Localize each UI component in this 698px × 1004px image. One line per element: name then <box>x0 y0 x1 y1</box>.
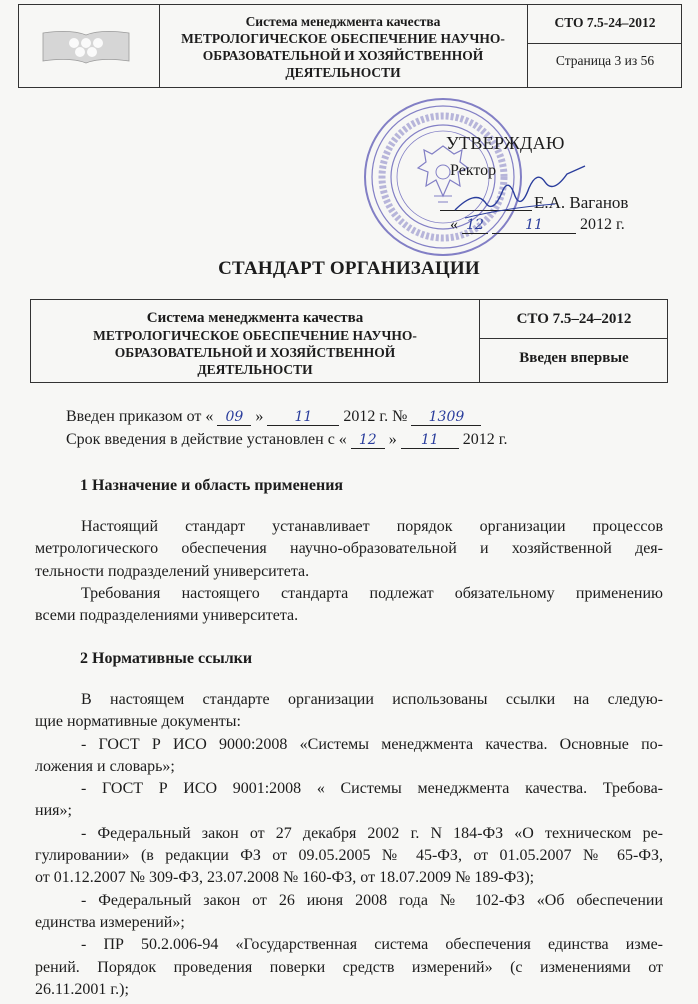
text-line: тельности подразделений университета. <box>35 562 310 580</box>
text-line: Настоящий стандарт устанавливает порядок организации процессов <box>81 518 663 535</box>
header-title <box>161 13 525 81</box>
header-table <box>18 4 682 88</box>
text-line: метрологического обеспечения научно-образовательной и хозяйственной дея- <box>35 540 663 558</box>
text-line: ложения и словарь»; <box>35 757 175 775</box>
standard-info-table <box>30 299 668 383</box>
text-line: В настоящем стандарте организации использованы ссылки на следую- <box>81 691 663 708</box>
date-open-quote: « <box>450 216 458 233</box>
order-number: 1309 <box>411 409 481 426</box>
effective-date-line <box>66 431 508 449</box>
text-line: рений. Порядок проведения поверки средств измерений» (с изменениями от <box>35 958 663 976</box>
approval-role: Ректор <box>450 162 497 179</box>
effective-month: 11 <box>401 432 459 449</box>
effective-quote: » <box>388 431 397 448</box>
order-month: 11 <box>267 409 339 426</box>
order-year: 2012 г. № <box>343 408 408 425</box>
section-1-paragraph-1 <box>35 516 663 583</box>
text-line: - ПР 50.2.006-94 «Государственная система обеспечения единства изме- <box>81 936 663 954</box>
header-page-number: Страница 3 из 56 <box>555 53 655 68</box>
approval-date-day: 12 <box>462 217 488 234</box>
standard-code: СТО 7.5–24–2012 <box>516 311 632 327</box>
text-line: щие нормативные документы: <box>35 713 241 731</box>
effective-day: 12 <box>351 432 385 449</box>
text-line: - ГОСТ Р ИСО 9001:2008 « Системы менеджмента качества. Требова- <box>81 780 663 798</box>
text-line: ния»; <box>35 802 72 820</box>
standard-title-line: ДЕЯТЕЛЬНОСТИ <box>197 362 313 377</box>
header-title-line: МЕТРОЛОГИЧЕСКОЕ ОБЕСПЕЧЕНИЕ НАУЧНО- <box>181 31 505 46</box>
standard-title-line: МЕТРОЛОГИЧЕСКОЕ ОБЕСПЕЧЕНИЕ НАУЧНО- <box>93 328 417 343</box>
text-line: - Федеральный закон от 26 июня 2008 года № 102-ФЗ «Об обеспечении <box>81 891 663 909</box>
standard-title-line: ОБРАЗОВАТЕЛЬНОЙ И ХОЗЯЙСТВЕННОЙ <box>114 345 396 360</box>
text-line: 26.11.2001 г.); <box>35 980 129 998</box>
university-logo-icon <box>41 27 131 67</box>
document-title: СТАНДАРТ ОРГАНИЗАЦИИ <box>218 258 480 279</box>
section-1-paragraph-2 <box>35 583 663 628</box>
order-line <box>66 408 481 426</box>
text-line: единства измерений»; <box>35 913 185 931</box>
order-day: 09 <box>217 409 251 426</box>
header-doc-code: СТО 7.5-24–2012 <box>554 15 656 30</box>
text-line: гулировании» (в редакции ФЗ от 09.05.2005 № 45-ФЗ, от 01.05.2007 № 65-ФЗ, <box>35 847 663 865</box>
standard-system: Система менеджмента качества <box>146 310 364 326</box>
section-2-heading: 2 Нормативные ссылки <box>80 650 253 667</box>
effective-prefix: Срок введения в действие установлен с « <box>66 431 347 448</box>
header-title-line: ДЕЯТЕЛЬНОСТИ <box>285 65 401 80</box>
standard-title <box>35 310 475 378</box>
effective-year: 2012 г. <box>462 431 508 448</box>
order-prefix: Введен приказом от « <box>66 408 214 425</box>
standard-status: Введен впервые <box>519 350 629 366</box>
approval-date-month: 11 <box>492 217 576 234</box>
text-line: Требования настоящего стандарта подлежат обязательному применению <box>81 585 663 602</box>
text-line: - Федеральный закон от 27 декабря 2002 г. N 184-ФЗ «О техническом ре- <box>81 824 663 842</box>
text-line: всеми подразделениями университета. <box>35 607 299 625</box>
text-line: - ГОСТ Р ИСО 9000:2008 «Системы менеджмента качества. Основные по- <box>81 735 663 753</box>
approval-word: УТВЕРЖДАЮ <box>446 133 565 153</box>
header-system: Система менеджмента качества <box>245 14 441 29</box>
approval-name: Е.А. Ваганов <box>534 193 629 212</box>
header-title-line: ОБРАЗОВАТЕЛЬНОЙ И ХОЗЯЙСТВЕННОЙ <box>202 48 484 63</box>
section-1-heading: 1 Назначение и область применения <box>80 477 344 494</box>
text-line: от 01.12.2007 № 309-ФЗ, 23.07.2008 № 160-ФЗ, от 18.07.2009 № 189-ФЗ); <box>35 869 535 887</box>
approval-date-year: 2012 г. <box>580 216 625 233</box>
section-2-body <box>35 689 663 1001</box>
approval-date <box>450 216 625 234</box>
order-quote: » <box>255 408 264 425</box>
